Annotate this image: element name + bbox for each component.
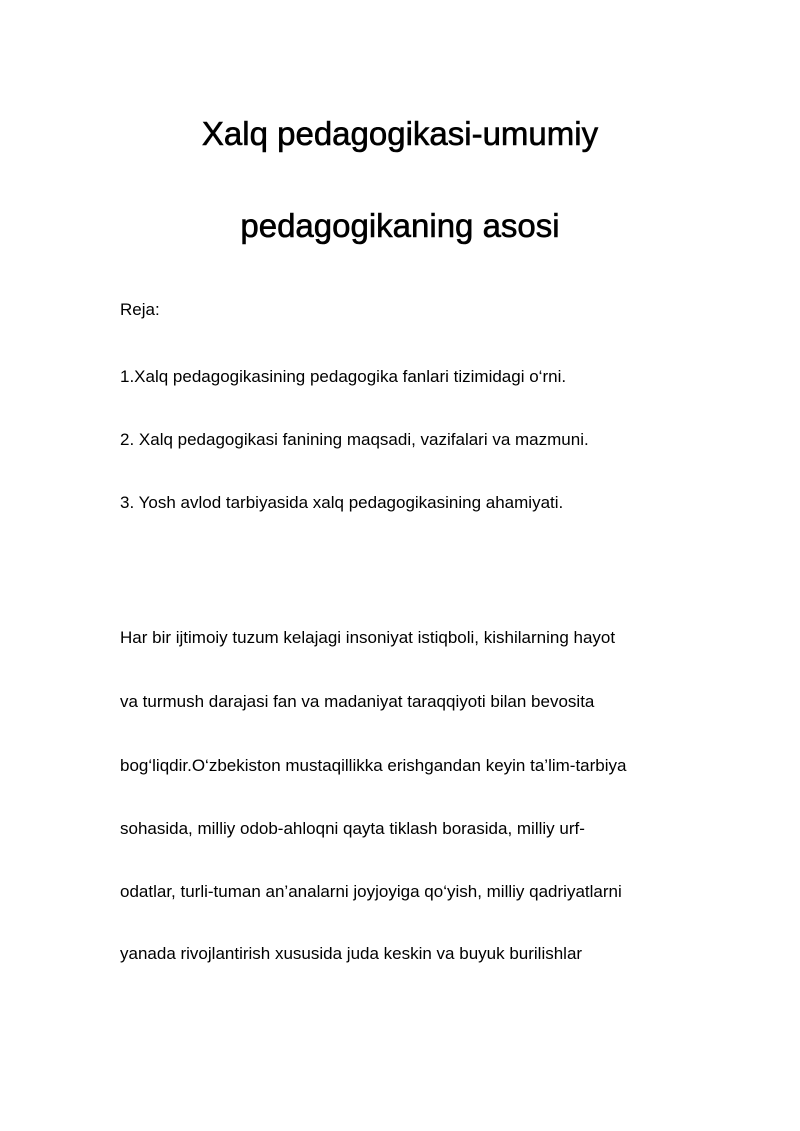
body-text-line: odatlar, turli-tuman an’analarni joyjoyiga qo‘yish, milliy qadriyatlarni xyxy=(120,882,622,901)
plan-item-1: 1.Xalq pedagogikasining pedagogika fanlari tizimidagi o‘rni. xyxy=(120,367,567,386)
body-text-line: Har bir ijtimoiy tuzum kelajagi insoniyat istiqboli, kishilarning hayot xyxy=(120,628,616,647)
plan-item-3: 3. Yosh avlod tarbiyasida xalq pedagogikasining ahamiyati. xyxy=(120,493,564,512)
body-text-line: va turmush darajasi fan va madaniyat taraqqiyoti bilan bevosita xyxy=(120,692,595,711)
body-text-line: sohasida, milliy odob-ahloqni qayta tiklash borasida, milliy urf- xyxy=(120,819,585,838)
plan-heading: Reja: xyxy=(120,300,160,319)
document-title-line-1: Xalq pedagogikasi-umumiy xyxy=(201,115,599,152)
plan-item-2: 2. Xalq pedagogikasi fanining maqsadi, vazifalari va mazmuni. xyxy=(120,430,589,449)
body-text-line: bog‘liqdir.O‘zbekiston mustaqillikka erishgandan keyin ta’lim-tarbiya xyxy=(120,756,627,775)
body-text-line: yanada rivojlantirish xususida juda keskin va buyuk burilishlar xyxy=(120,944,583,963)
document-title-line-2: pedagogikaning asosi xyxy=(240,207,560,244)
